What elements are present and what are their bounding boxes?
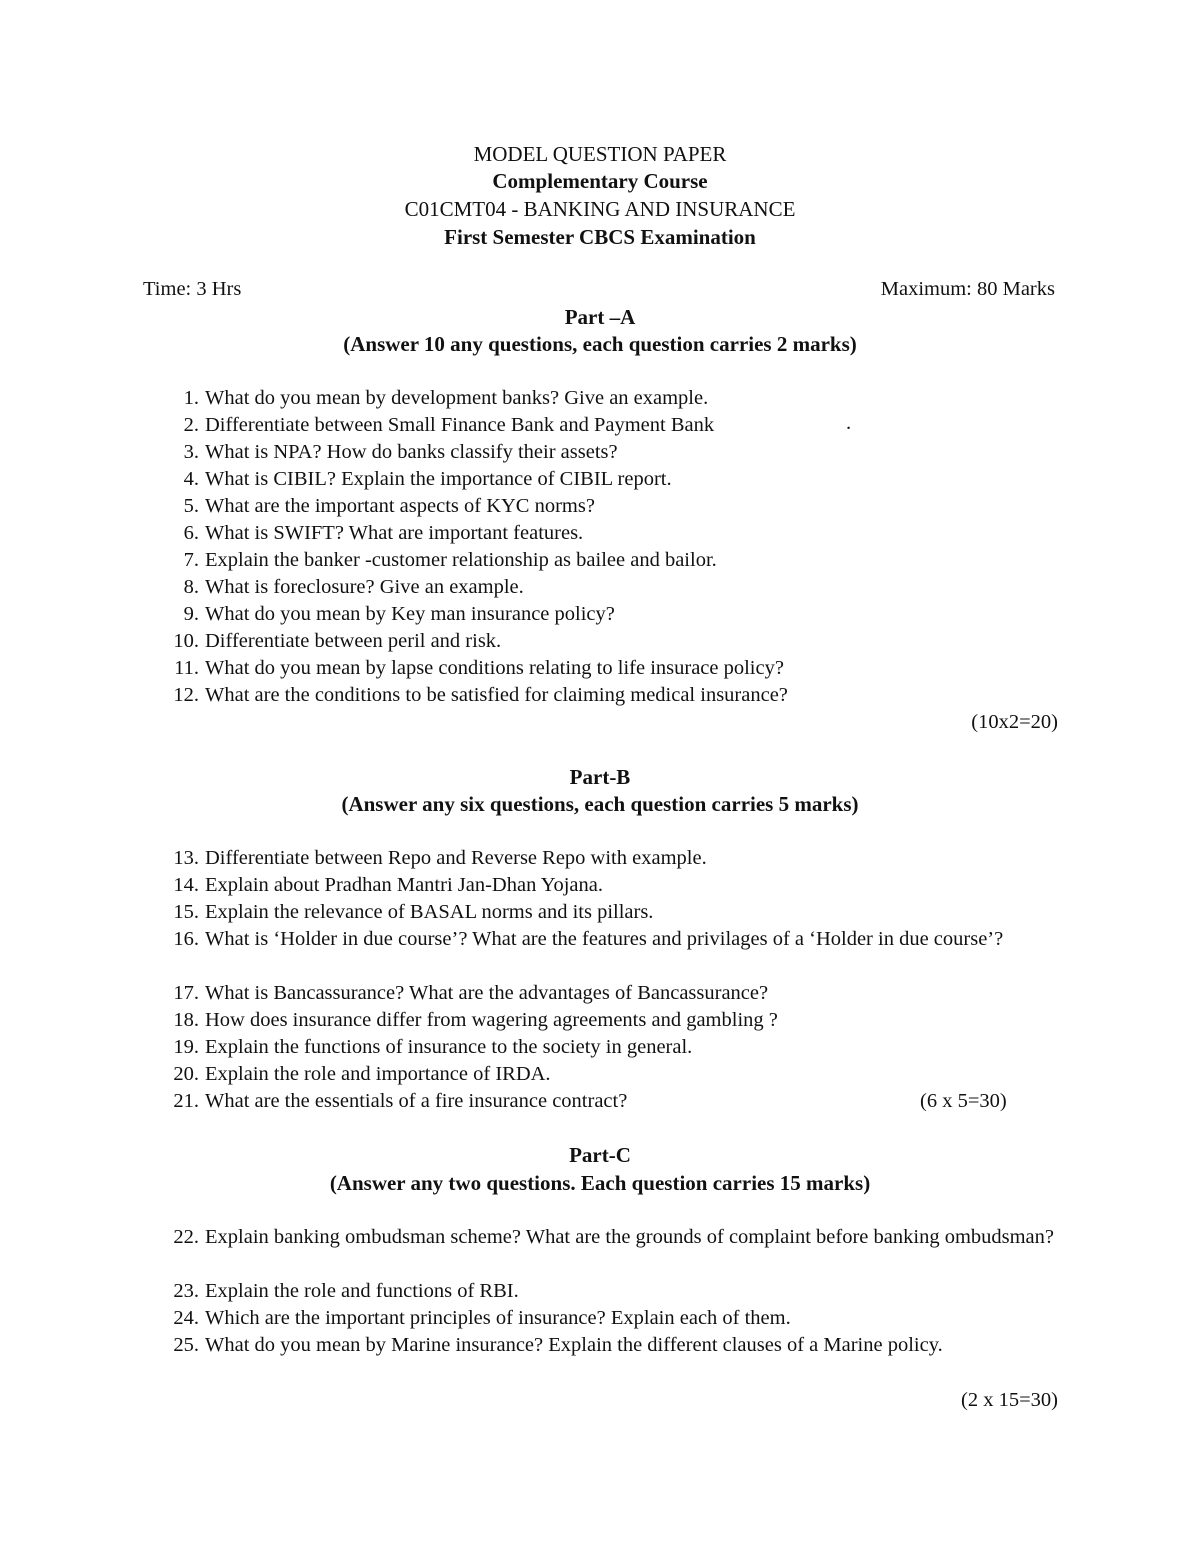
course-code: C01CMT04 - BANKING AND INSURANCE <box>404 197 796 221</box>
part-a-instruction: (Answer 10 any questions, each question carries 2 marks) <box>343 332 857 356</box>
question-number: 4. <box>183 468 199 490</box>
question-number: 6. <box>183 522 199 544</box>
question-number: 14. <box>173 874 199 896</box>
part-b-title: Part-B <box>569 765 631 789</box>
question-text: What is foreclosure? Give an example. <box>205 576 524 598</box>
question-text: Differentiate between Small Finance Bank and Payment Bank <box>205 414 715 436</box>
question-text: What do you mean by development banks? Give an example. <box>205 387 709 409</box>
question-number: 13. <box>173 847 199 869</box>
maximum-marks: Maximum: 80 Marks <box>880 278 1055 300</box>
question-number: 12. <box>173 684 199 706</box>
question-text: Differentiate between Repo and Reverse Repo with example. <box>205 847 707 869</box>
part-b-instruction: (Answer any six questions, each question carries 5 marks) <box>341 792 859 816</box>
question-number: 20. <box>173 1063 199 1085</box>
course-type: Complementary Course <box>492 169 708 193</box>
stray-mark: . <box>846 412 852 434</box>
question-number: 8. <box>183 576 199 598</box>
question-number: 5. <box>183 495 199 517</box>
question-number: 25. <box>173 1334 199 1356</box>
question-number: 18. <box>173 1009 199 1031</box>
exam-name: First Semester CBCS Examination <box>444 225 756 249</box>
question-number: 9. <box>183 603 199 625</box>
paper-title: MODEL QUESTION PAPER <box>473 142 727 166</box>
question-number: 19. <box>173 1036 199 1058</box>
question-text: What is SWIFT? What are important features. <box>205 522 584 544</box>
question-text: Explain the relevance of BASAL norms and its pillars. <box>205 901 654 923</box>
question-number: 10. <box>173 630 199 652</box>
question-text: What is CIBIL? Explain the importance of CIBIL report. <box>205 468 672 490</box>
question-text: Which are the important principles of insurance? Explain each of them. <box>205 1307 791 1329</box>
question-text: What do you mean by Marine insurance? Explain the different clauses of a Marine policy. <box>205 1334 943 1356</box>
part-c-marks: (2 x 15=30) <box>961 1389 1058 1411</box>
question-text: What is NPA? How do banks classify their assets? <box>205 441 618 463</box>
question-number: 21. <box>173 1090 199 1112</box>
question-text: Differentiate between peril and risk. <box>205 630 502 652</box>
question-number: 2. <box>183 414 199 436</box>
question-number: 17. <box>173 982 199 1004</box>
question-number: 16. <box>173 928 199 950</box>
part-c-title: Part-C <box>569 1143 631 1167</box>
part-a-marks: (10x2=20) <box>971 711 1058 733</box>
question-number: 11. <box>174 657 199 679</box>
question-text: What are the conditions to be satisfied for claiming medical insurance? <box>205 684 788 706</box>
time-allowed: Time: 3 Hrs <box>143 278 242 300</box>
question-text: What do you mean by lapse conditions relating to life insurace policy? <box>205 657 784 679</box>
question-number: 1. <box>183 387 199 409</box>
question-number: 24. <box>173 1307 199 1329</box>
question-text: Explain the role and importance of IRDA. <box>205 1063 551 1085</box>
question-text: Explain the banker -customer relationship as bailee and bailor. <box>205 549 717 571</box>
question-number: 3. <box>183 441 199 463</box>
question-text: What are the important aspects of KYC norms? <box>205 495 595 517</box>
question-text: What is Bancassurance? What are the advantages of Bancassurance? <box>205 982 769 1004</box>
question-text: Explain the functions of insurance to the society in general. <box>205 1036 693 1058</box>
question-number: 22. <box>173 1226 199 1248</box>
question-text: Explain about Pradhan Mantri Jan-Dhan Yojana. <box>205 874 603 896</box>
question-text: Explain banking ombudsman scheme? What are the grounds of complaint before banking ombudsman? <box>205 1226 1055 1248</box>
question-number: 15. <box>173 901 199 923</box>
question-text: What is ‘Holder in due course’? What are the features and privilages of a ‘Holder in due course’? <box>205 928 1004 950</box>
question-text: What are the essentials of a fire insurance contract? <box>205 1090 628 1112</box>
question-text: Explain the role and functions of RBI. <box>205 1280 519 1302</box>
question-text: How does insurance differ from wagering agreements and gambling ? <box>205 1009 778 1031</box>
part-a-title: Part –A <box>564 305 636 329</box>
question-number: 7. <box>183 549 199 571</box>
part-c-instruction: (Answer any two questions. Each question carries 15 marks) <box>329 1171 871 1195</box>
question-number: 23. <box>173 1280 199 1302</box>
part-b-marks: (6 x 5=30) <box>920 1090 1007 1112</box>
question-text: What do you mean by Key man insurance policy? <box>205 603 615 625</box>
